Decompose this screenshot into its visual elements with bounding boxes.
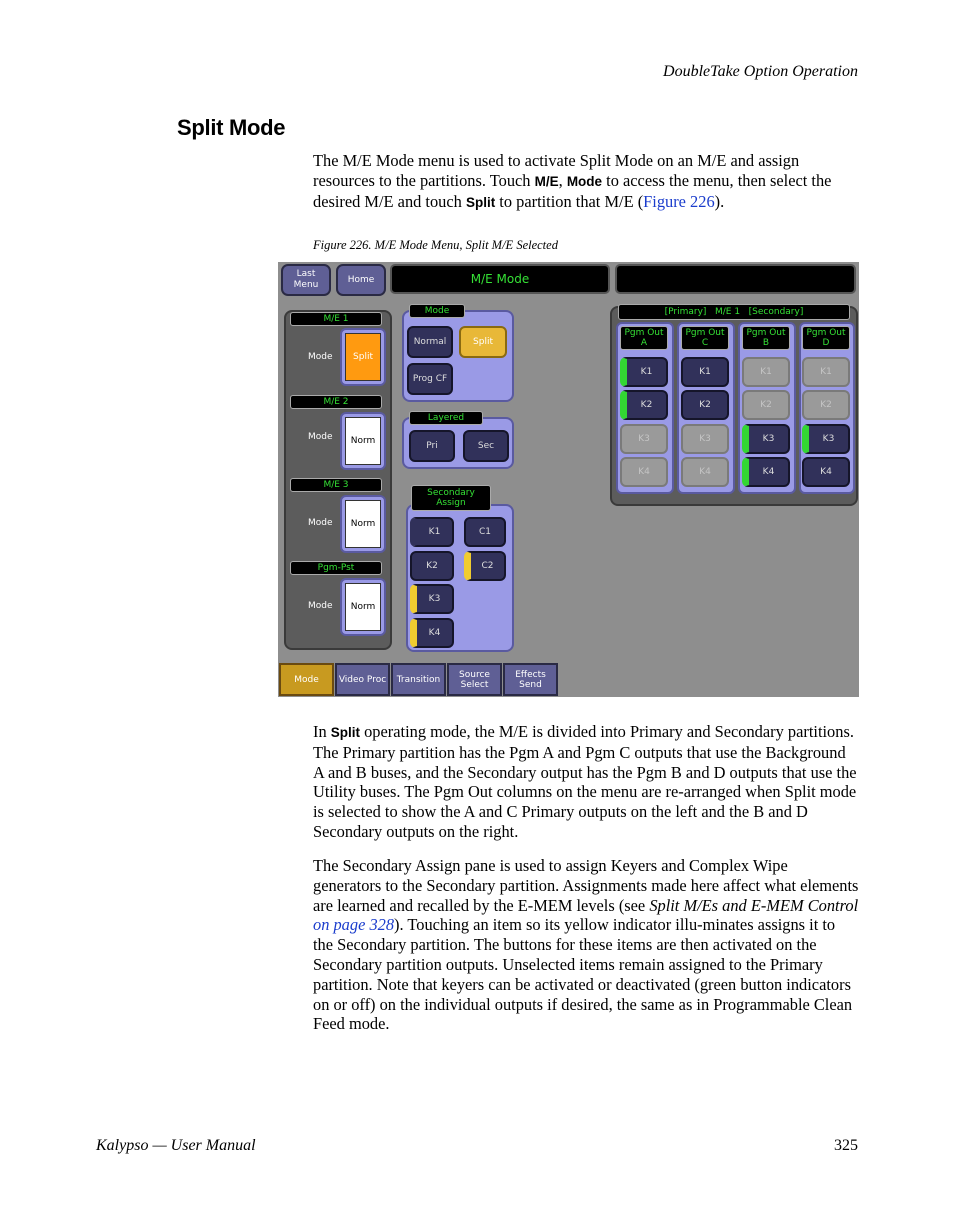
layered-label: Layered <box>409 411 483 425</box>
me3-mode-text: Mode <box>308 518 333 528</box>
pgm-out-b-label: Pgm Out B <box>742 326 790 350</box>
me2-label: M/E 2 <box>290 395 382 409</box>
tab-source-select[interactable]: Source Select <box>447 663 502 696</box>
split-mode-paragraph: In Split operating mode, the M/E is divided into Primary and Secondary partitions. The Primary partition has the Pgm A and Pgm C outputs that use the Background A and B buses, and the Secondary output has the Pgm B and D outputs that use the Utility buses. The Pgm Out columns on the menu are re-arranged when Split mode is selected to show the A and C Primary outputs on the left and the B and D Secondary outputs on the right. <box>313 722 857 841</box>
me-mode-menu-screenshot <box>278 262 859 697</box>
assign-c2-button[interactable]: C2 <box>464 551 506 581</box>
assign-c1-button[interactable]: C1 <box>464 517 506 547</box>
pgm-a-k1-button[interactable]: K1 <box>620 357 668 387</box>
tab-effects-send[interactable]: Effects Send <box>503 663 558 696</box>
figure-caption: Figure 226. M/E Mode Menu, Split M/E Selected <box>313 238 558 252</box>
pgm-a-k4-button[interactable]: K4 <box>620 457 668 487</box>
pgm-out-a-label: Pgm Out A <box>620 326 668 350</box>
pgm-a-k3-button[interactable]: K3 <box>620 424 668 454</box>
pgm-d-k1-button[interactable]: K1 <box>802 357 850 387</box>
pri-button[interactable]: Pri <box>409 430 455 462</box>
me3-mode-value: Norm <box>345 500 381 548</box>
partition-header: [Primary] M/E 1 [Secondary] <box>618 304 850 320</box>
me1-label: M/E 1 <box>290 312 382 326</box>
pgm-c-k4-button[interactable]: K4 <box>681 457 729 487</box>
assign-k4-button[interactable]: K4 <box>410 618 454 648</box>
sec-button[interactable]: Sec <box>463 430 509 462</box>
cmd-me: M/E <box>534 173 559 189</box>
tab-mode[interactable]: Mode <box>279 663 334 696</box>
me3-mode-button[interactable] <box>340 495 386 553</box>
normal-button[interactable]: Normal <box>407 326 453 358</box>
secondary-assign-label: Secondary Assign <box>411 485 491 511</box>
mode-panel-label: Mode <box>409 304 465 318</box>
pgm-b-k3-button[interactable]: K3 <box>742 424 790 454</box>
assign-k1-button[interactable]: K1 <box>410 517 454 547</box>
pgm-b-k2-button[interactable]: K2 <box>742 390 790 420</box>
cross-reference: Split M/Es and E-MEM Control <box>649 895 859 915</box>
section-title: Split Mode <box>177 115 286 140</box>
pgm-b-k1-button[interactable]: K1 <box>742 357 790 387</box>
assign-k3-button[interactable]: K3 <box>410 584 454 614</box>
assign-k2-button[interactable]: K2 <box>410 551 454 581</box>
tab-video-proc[interactable]: Video Proc <box>335 663 390 696</box>
me3-label: M/E 3 <box>290 478 382 492</box>
cmd-split: Split <box>465 194 496 210</box>
me1-mode-text: Mode <box>308 352 333 362</box>
figure-link[interactable]: Figure 226 <box>643 191 715 211</box>
secondary-assign-paragraph: The Secondary Assign pane is used to assign Keyers and Complex Wipe generators to the Secondary partition. Assignments made here affect what elements are learned and recalled by the E-MEM levels (see Split M/Es and E-MEM Control on page 328). Touching an item so its yellow indicator illu-minates assigns it to the Secondary partition. The buttons for these items are then activated on the Secondary partition outputs. Unselected items remain assigned to the Primary partition. Note that keyers can be activated or deactivated (green button indicators on or off) on the individual outputs if desired, the same as in Programmable Clean Feed mode. <box>313 856 859 1034</box>
page-number: 325 <box>834 1137 858 1154</box>
me2-mode-text: Mode <box>308 432 333 442</box>
pgm-a-k2-button[interactable]: K2 <box>620 390 668 420</box>
pgm-d-k3-button[interactable]: K3 <box>802 424 850 454</box>
pgm-out-c-label: Pgm Out C <box>681 326 729 350</box>
pgm-b-k4-button[interactable]: K4 <box>742 457 790 487</box>
split-button[interactable]: Split <box>459 326 507 358</box>
status-bar <box>615 264 856 294</box>
intro-paragraph: The M/E Mode menu is used to activate Split Mode on an M/E and assign resources to the partitions. Touch M/E, Mode to access the menu, then select the desired M/E and touch Split to partition that M/E (Figure 226). <box>313 151 832 211</box>
home-button[interactable]: Home <box>336 264 386 296</box>
running-header: DoubleTake Option Operation <box>663 63 858 80</box>
me1-mode-button[interactable] <box>340 328 386 386</box>
last-menu-button[interactable]: Last Menu <box>281 264 331 296</box>
footer-manual-title: Kalypso — User Manual <box>96 1137 256 1154</box>
pgm-pst-mode-value: Norm <box>345 583 381 631</box>
pgm-pst-mode-text: Mode <box>308 601 333 611</box>
page-link[interactable]: on page 328 <box>313 915 395 935</box>
pgm-d-k2-button[interactable]: K2 <box>802 390 850 420</box>
pgm-c-k2-button[interactable]: K2 <box>681 390 729 420</box>
cmd-split-inline: Split <box>330 725 361 740</box>
pgm-pst-mode-button[interactable] <box>340 578 386 636</box>
pgm-d-k4-button[interactable]: K4 <box>802 457 850 487</box>
me1-mode-value: Split <box>345 333 381 381</box>
cmd-mode: Mode <box>566 173 603 189</box>
prog-cf-button[interactable]: Prog CF <box>407 363 453 395</box>
pgm-pst-label: Pgm-Pst <box>290 561 382 575</box>
me2-mode-button[interactable] <box>340 412 386 470</box>
menu-title: M/E Mode <box>390 264 610 294</box>
pgm-c-k1-button[interactable]: K1 <box>681 357 729 387</box>
me2-mode-value: Norm <box>345 417 381 465</box>
tab-transition[interactable]: Transition <box>391 663 446 696</box>
pgm-c-k3-button[interactable]: K3 <box>681 424 729 454</box>
pgm-out-d-label: Pgm Out D <box>802 326 850 350</box>
